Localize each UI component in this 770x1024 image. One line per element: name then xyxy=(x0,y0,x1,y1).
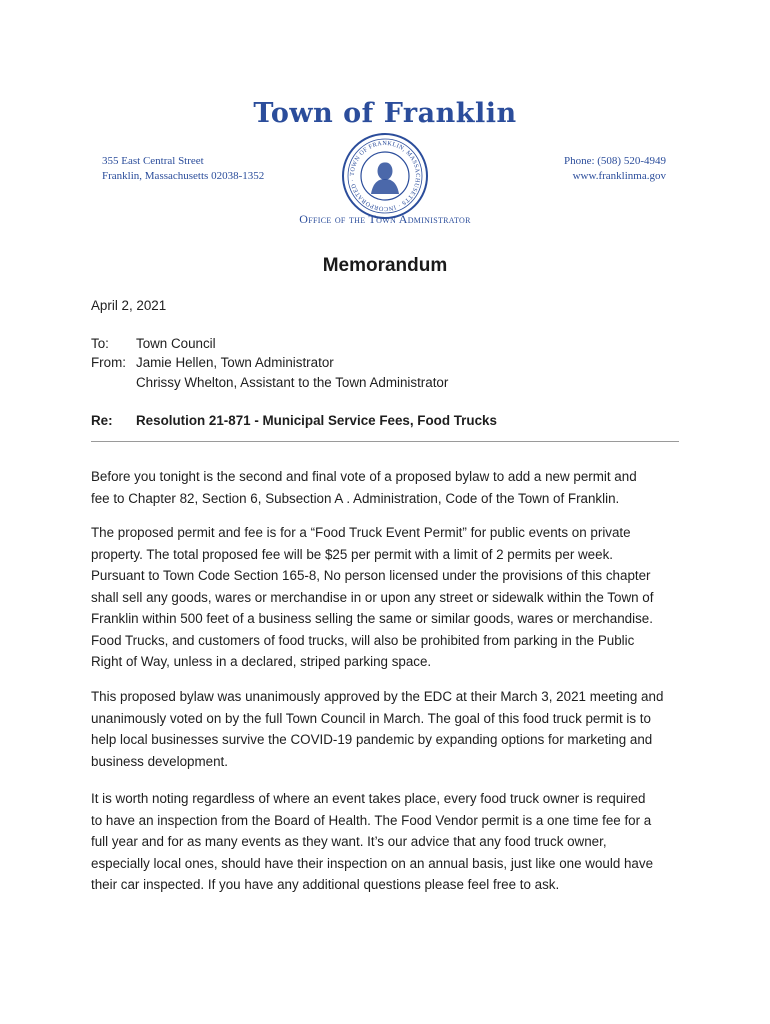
paragraph-line: help local businesses survive the COVID-19 pandemic by expanding options for marketing and xyxy=(91,732,653,747)
paragraph-line: property. The total proposed fee will be $25 per permit with a limit of 2 permits per week. xyxy=(91,546,613,562)
paragraph-line: fee to Chapter 82, Section 6, Subsection A . Administration, Code of the Town of Franklin. xyxy=(91,490,620,506)
body-paragraph-3 xyxy=(91,686,681,772)
paragraph-line: Pursuant to Town Code Section 165-8, No person licensed under the provisions of this chapter xyxy=(91,568,651,583)
to-label: To: xyxy=(91,336,109,351)
paragraph-line: Before you tonight is the second and final vote of a proposed bylaw to add a new permit and xyxy=(91,469,637,484)
contact-block xyxy=(564,154,666,184)
to-value: Town Council xyxy=(136,336,216,351)
paragraph-line: to have an inspection from the Board of Health. The Food Vendor permit is a one time fee for a xyxy=(91,812,652,828)
body-paragraph-1 xyxy=(91,466,681,509)
paragraph-line: shall sell any goods, wares or merchandise in or upon any street or sidewalk within the Town of xyxy=(91,589,654,605)
body-paragraph-4 xyxy=(91,788,681,896)
office-name: Office of the Town Administrator xyxy=(299,212,471,226)
paragraph-line: Franklin within 500 feet of a business selling the same or similar goods, wares or merchandise. xyxy=(91,611,653,626)
re-value: Resolution 21-871 - Municipal Service Fees, Food Trucks xyxy=(136,413,497,428)
memo-date: April 2, 2021 xyxy=(91,298,167,313)
from-label: From: xyxy=(91,355,126,370)
body-paragraph-2 xyxy=(91,522,681,673)
paragraph-line: This proposed bylaw was unanimously approved by the EDC at their March 3, 2021 meeting and xyxy=(91,689,664,704)
phone-number: Phone: (508) 520-4949 xyxy=(563,155,666,167)
paragraph-line: especially local ones, should have their inspection on an annual basis, just like one would have xyxy=(91,855,654,871)
paragraph-line: It is worth noting regardless of where an event takes place, every food truck owner is required xyxy=(91,791,646,806)
website-link[interactable]: www.franklinma.gov xyxy=(572,170,666,182)
header-divider xyxy=(91,441,679,442)
town-seal-icon xyxy=(341,132,429,220)
address-line-2: Franklin, Massachusetts 02038-1352 xyxy=(102,170,265,182)
address-line-1: 355 East Central Street xyxy=(102,155,204,167)
seal-ring-text: TOWN OF FRANKLIN, MASSACHUSETTS · INCORPORATED · xyxy=(348,139,422,213)
town-title: Town of Franklin xyxy=(253,98,517,129)
paragraph-line: Right of Way, unless in a declared, striped parking space. xyxy=(91,654,432,669)
paragraph-line: The proposed permit and fee is for a “Food Truck Event Permit” for public events on private xyxy=(91,525,631,540)
from-value-1: Jamie Hellen, Town Administrator xyxy=(136,355,334,370)
paragraph-line: Food Trucks, and customers of food trucks, will also be prohibited from parking in the Public xyxy=(91,632,635,648)
address-block xyxy=(102,154,264,184)
paragraph-line: their car inspected. If you have any additional questions please feel free to ask. xyxy=(91,877,560,892)
paragraph-line: full year and for as many events as they want. It’s our advice that any food truck owner, xyxy=(91,834,607,849)
re-label: Re: xyxy=(91,413,113,428)
from-value-2: Chrissy Whelton, Assistant to the Town Administrator xyxy=(136,375,449,390)
paragraph-line: unanimously voted on by the full Town Council in March. The goal of this food truck permit is to xyxy=(91,710,651,726)
memo-title: Memorandum xyxy=(322,255,448,276)
paragraph-line: business development. xyxy=(91,753,228,769)
